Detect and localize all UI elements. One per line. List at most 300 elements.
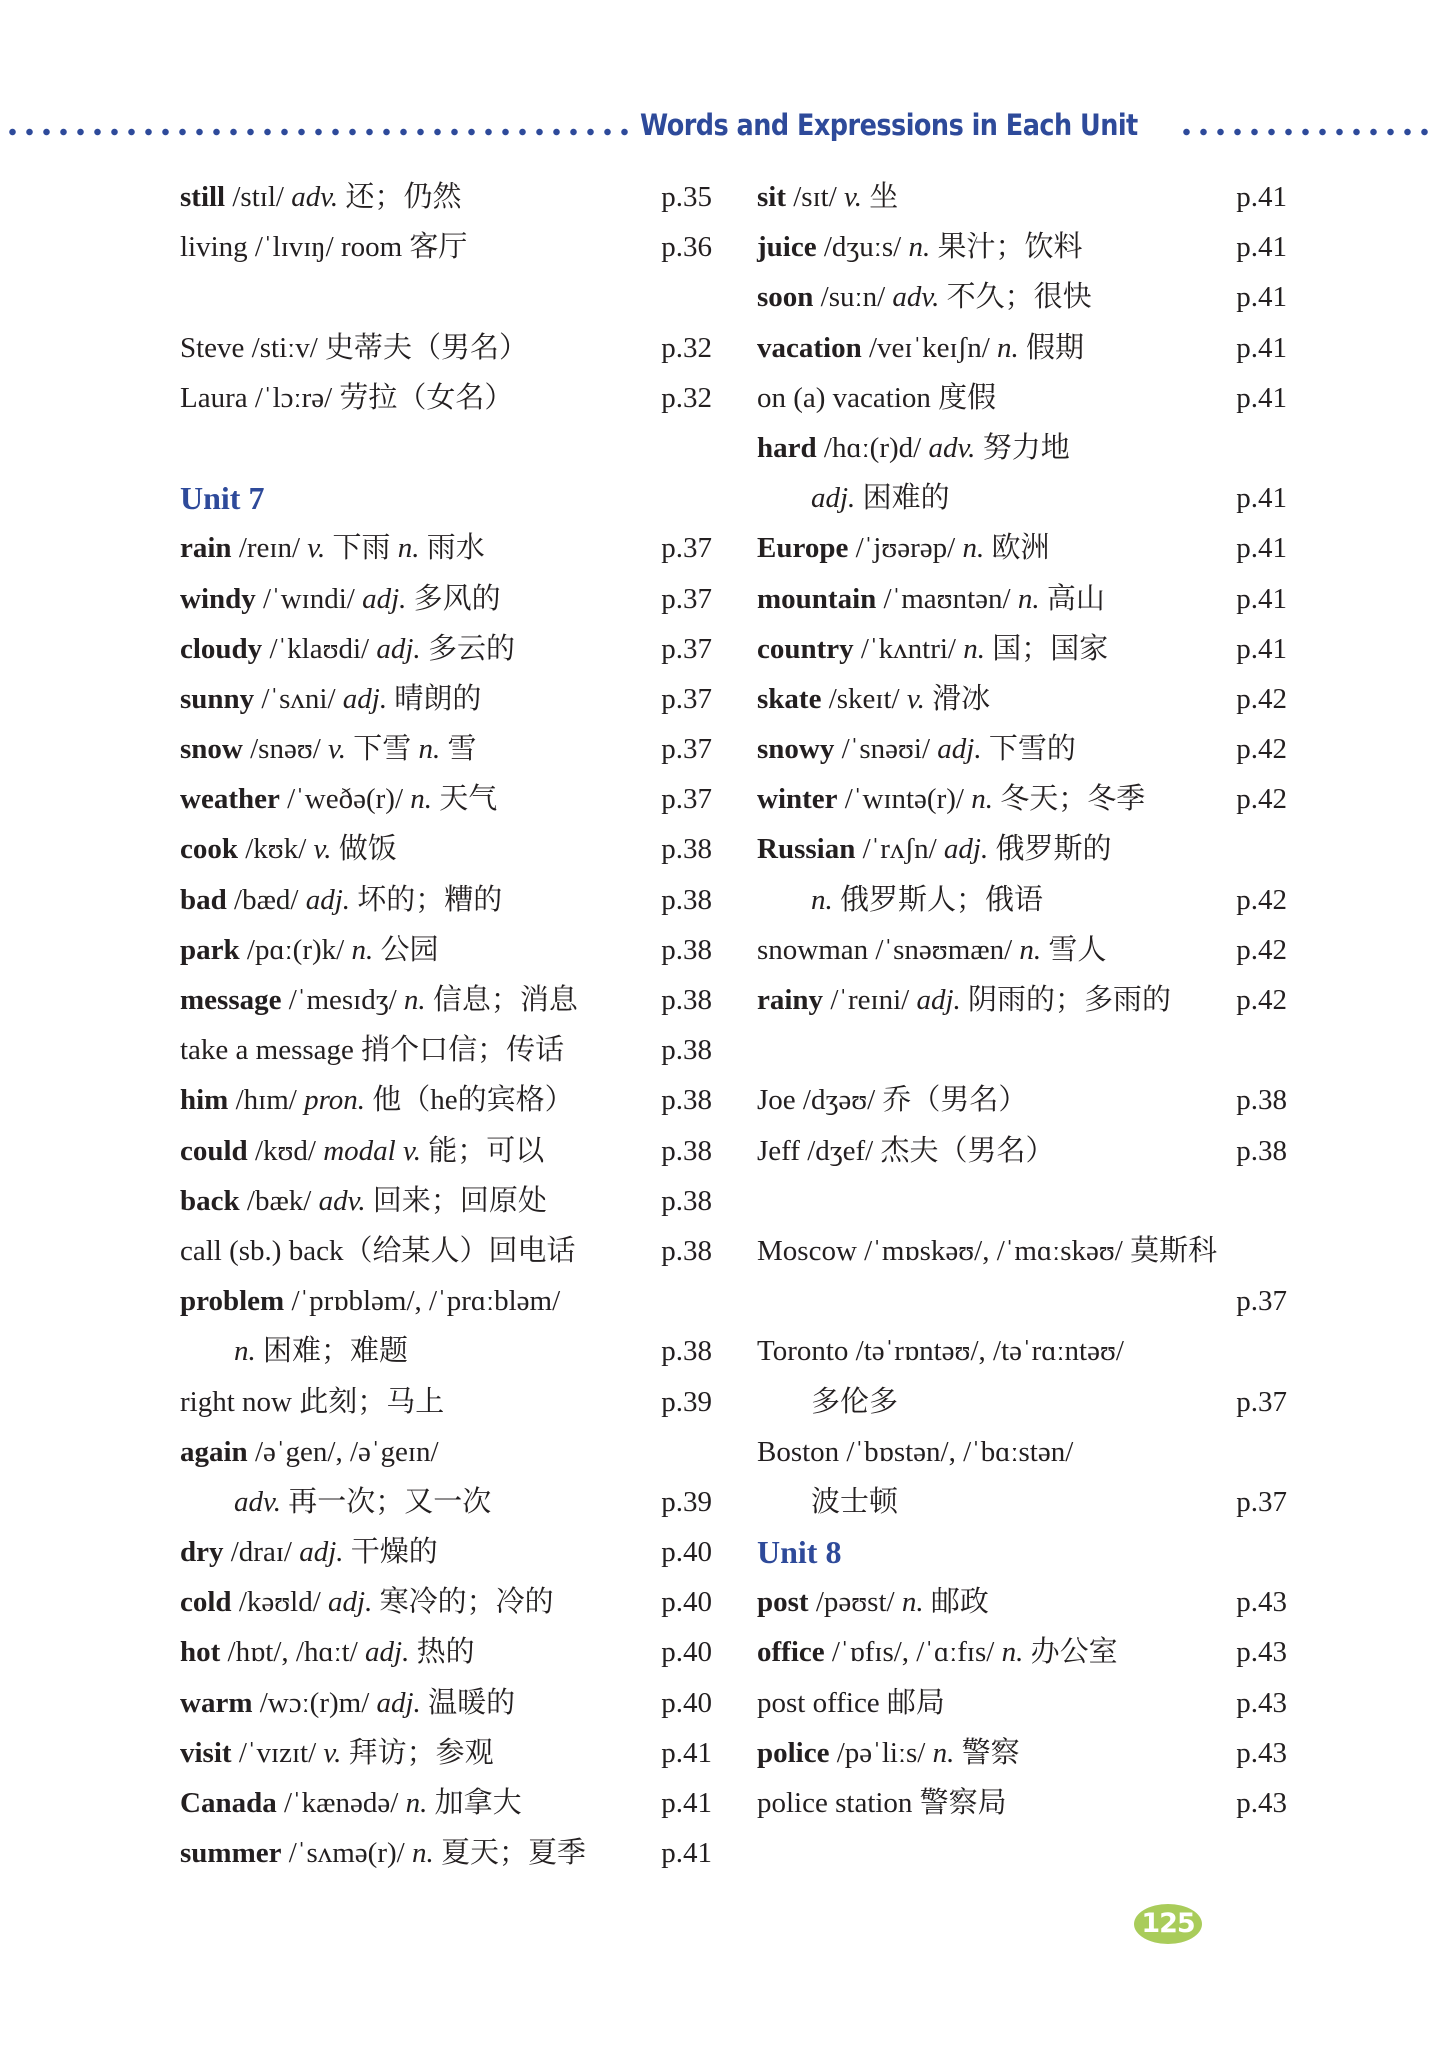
- page-reference: p.37: [1236, 1285, 1287, 1318]
- page-reference: p.43: [1236, 1686, 1287, 1719]
- page-reference: p.39: [661, 1385, 712, 1418]
- headword: warm: [180, 1686, 253, 1719]
- chinese-meaning: 做饭: [331, 833, 397, 866]
- headword: park: [180, 933, 240, 966]
- entry-text: [757, 1326, 1124, 1376]
- vocab-entry: [180, 172, 712, 222]
- phonetic: /suːn/: [813, 281, 893, 314]
- unit-heading: Unit 7: [180, 480, 265, 517]
- vocab-entry: [180, 1377, 712, 1427]
- entry-text: [757, 172, 898, 222]
- headword: Jeff /dʒef/ 杰夫（男名）: [757, 1134, 1055, 1167]
- part-of-speech: v.: [307, 532, 326, 565]
- entry-text: [234, 1326, 408, 1376]
- entry-text: [180, 624, 515, 674]
- part-of-speech: adj.: [328, 1586, 373, 1619]
- page-reference: p.37: [661, 783, 712, 816]
- phonetic: /kʊk/: [238, 833, 314, 866]
- vocab-entry: [180, 1477, 712, 1527]
- part-of-speech: n.: [397, 532, 420, 565]
- entry-text: [757, 1577, 989, 1627]
- entry-text: [180, 1377, 444, 1427]
- chinese-meaning: 他（he的宾格）: [365, 1084, 574, 1117]
- headword: Toronto /təˈrɒntəʊ/, /təˈrɑːntəʊ/: [757, 1335, 1124, 1368]
- entry-text: [757, 1226, 1217, 1276]
- vocab-entry: [180, 1627, 712, 1677]
- vocab-entry: [180, 574, 712, 624]
- page-reference: p.38: [661, 1134, 712, 1167]
- part-of-speech: modal v.: [323, 1134, 421, 1167]
- part-of-speech: adv.: [892, 281, 940, 314]
- headword: rainy: [757, 984, 824, 1016]
- part-of-speech: adv.: [234, 1485, 281, 1518]
- chinese-meaning: 天气: [432, 783, 498, 816]
- part-of-speech: adj.: [943, 833, 989, 866]
- vocab-entry: [757, 1678, 1287, 1728]
- headword: office: [757, 1636, 825, 1669]
- entry-text: [811, 473, 950, 523]
- chinese-meaning: 不久；很快: [939, 281, 1092, 314]
- headword: weather: [180, 783, 280, 816]
- chinese-meaning: 能；可以: [420, 1134, 545, 1167]
- page-reference: p.38: [1236, 1084, 1287, 1117]
- headword: winter: [757, 783, 838, 816]
- headword: still: [180, 181, 226, 213]
- phonetic: /ˈwɪndi/: [255, 582, 363, 615]
- phonetic: /ˈkænədə/: [276, 1787, 406, 1819]
- phonetic: /ˈjʊərəp/: [848, 532, 963, 565]
- phonetic: /hɪm/: [228, 1084, 305, 1117]
- headword: cold: [180, 1586, 232, 1619]
- part-of-speech: n.: [997, 331, 1019, 364]
- phonetic: /wɔː(r)m/: [252, 1686, 377, 1719]
- vocab-entry: [757, 1477, 1287, 1527]
- phonetic: /ˈsʌni/: [254, 682, 343, 715]
- entry-text: [180, 1075, 574, 1125]
- chinese-meaning: 假期: [1018, 331, 1085, 364]
- vocab-entry: [180, 323, 712, 373]
- vocab-entry: [180, 1326, 712, 1376]
- vocab-entry: [180, 523, 712, 573]
- headword: right now 此刻；马上: [180, 1385, 445, 1418]
- headword: could: [180, 1134, 248, 1167]
- vocab-entry: [180, 373, 712, 423]
- page-reference: p.42: [1236, 984, 1287, 1016]
- headword: on (a) vacation 度假: [757, 381, 997, 414]
- entry-text: [180, 1678, 515, 1728]
- chinese-meaning: 还；仍然: [338, 181, 462, 213]
- part-of-speech: n.: [403, 984, 426, 1016]
- page-reference: p.43: [1236, 1636, 1287, 1669]
- chinese-meaning: 高山: [1039, 582, 1105, 615]
- vocab-entry: [180, 1527, 712, 1577]
- part-of-speech: n.: [405, 1787, 428, 1819]
- phonetic: /pɑː(r)k/: [239, 933, 352, 966]
- phonetic: /ˈmaʊntən/: [876, 582, 1018, 615]
- page-reference: p.37: [661, 682, 712, 715]
- vocab-entry: [757, 1577, 1287, 1627]
- left-column: [180, 172, 712, 1878]
- phonetic: /draɪ/: [223, 1536, 300, 1569]
- vocab-entry: [757, 1377, 1287, 1427]
- phonetic: /ˈreɪni/: [823, 984, 917, 1016]
- vocab-entry: [180, 1176, 712, 1226]
- spacer: [757, 1025, 1287, 1075]
- headword: living /ˈlɪvɪŋ/ room 客厅: [180, 231, 468, 264]
- part-of-speech: n.: [351, 933, 374, 966]
- chinese-meaning: 公园: [373, 933, 439, 966]
- headword: Steve /stiːv/ 史蒂夫（男名）: [180, 331, 529, 364]
- vocab-entry: [757, 373, 1287, 423]
- part-of-speech: v.: [323, 1736, 342, 1769]
- headword: rain: [180, 532, 232, 565]
- entry-text: [757, 1126, 1054, 1176]
- entry-text: [180, 1828, 586, 1878]
- page-reference: p.38: [661, 933, 712, 966]
- entry-text: [757, 624, 1108, 674]
- part-of-speech: n.: [418, 733, 441, 766]
- headword: visit: [180, 1736, 232, 1769]
- part-of-speech: n.: [411, 1837, 434, 1870]
- phonetic: /ˈklaʊdi/: [262, 632, 377, 665]
- chinese-meaning: 拜访；参观: [341, 1736, 494, 1769]
- headword: juice: [757, 231, 817, 264]
- page-reference: p.41: [661, 1787, 712, 1819]
- page-reference: p.41: [1236, 181, 1287, 213]
- part-of-speech: adv.: [928, 431, 976, 464]
- entry-text: [180, 1226, 575, 1276]
- entry-text: [757, 323, 1084, 373]
- part-of-speech: adv.: [291, 181, 339, 213]
- part-of-speech: v.: [328, 733, 347, 766]
- spacer: [757, 1176, 1287, 1226]
- vocab-entry: [757, 1126, 1287, 1176]
- chinese-meaning: 雨水: [419, 532, 485, 565]
- chinese-meaning: 温暖的: [420, 1686, 516, 1719]
- spacer: [180, 272, 712, 322]
- phonetic: /bæd/: [226, 883, 306, 916]
- entry-text: [757, 824, 1112, 874]
- phonetic: /pəˈliːs/: [829, 1736, 933, 1769]
- part-of-speech: adv.: [318, 1184, 366, 1217]
- headword: post office 邮局: [757, 1686, 945, 1719]
- vocab-entry: [757, 172, 1287, 222]
- entry-text: [180, 1778, 522, 1828]
- phonetic: /hɑː(r)d/: [816, 431, 929, 464]
- chinese-meaning: 干燥的: [343, 1536, 438, 1569]
- phonetic: /ˈwɪntə(r)/: [837, 783, 972, 816]
- headword: soon: [757, 281, 814, 314]
- headword: mountain: [757, 582, 877, 615]
- chinese-meaning: 夏天；夏季: [433, 1837, 586, 1870]
- vocab-entry: [180, 1276, 712, 1326]
- chinese-meaning: 雪人: [1041, 933, 1107, 966]
- phonetic: /ˈprɒbləm/, /ˈprɑːbləm/: [284, 1285, 561, 1318]
- entry-text: [234, 1477, 491, 1527]
- part-of-speech: v.: [906, 682, 925, 715]
- part-of-speech: n.: [1017, 582, 1040, 615]
- entry-text: [180, 172, 461, 222]
- header-title: Words and Expressions in Each Unit: [640, 108, 1138, 142]
- headword: Russian: [757, 833, 856, 866]
- page-reference: p.43: [1236, 1586, 1287, 1619]
- headword: message: [180, 984, 282, 1016]
- phonetic: /veɪˈkeɪʃn/: [861, 331, 998, 364]
- chinese-meaning: 下雪的: [981, 733, 1076, 766]
- entry-text: [180, 1176, 547, 1226]
- part-of-speech: adj.: [362, 582, 407, 615]
- headword: post: [757, 1586, 809, 1619]
- headword: dry: [180, 1536, 224, 1569]
- vocab-entry: [757, 1226, 1287, 1276]
- page-reference: p.40: [661, 1686, 712, 1719]
- page-reference: p.41: [1236, 482, 1287, 515]
- vocab-entry: [757, 1728, 1287, 1778]
- page-reference: p.42: [1236, 733, 1287, 766]
- vocab-entry: [180, 1075, 712, 1125]
- vocab-entry: [180, 222, 712, 272]
- entry-text: [180, 975, 578, 1025]
- vocab-entry: [757, 724, 1287, 774]
- page-reference: p.43: [1236, 1787, 1287, 1819]
- chinese-meaning: 寒冷的；冷的: [372, 1586, 554, 1619]
- headword: summer: [180, 1837, 282, 1870]
- chinese-meaning: 冬天；冬季: [992, 783, 1146, 816]
- vocab-entry: [757, 222, 1287, 272]
- chinese-meaning: 下雨: [325, 532, 398, 565]
- entry-text: [757, 574, 1105, 624]
- page-reference: p.38: [661, 1335, 712, 1368]
- part-of-speech: v.: [313, 833, 332, 866]
- chinese-meaning: 波士顿: [811, 1485, 899, 1518]
- vocab-entry: [757, 1276, 1287, 1326]
- headword: police: [757, 1736, 830, 1769]
- part-of-speech: adj.: [376, 1686, 421, 1719]
- entry-text: [811, 875, 1043, 925]
- page-number-badge: 125: [1134, 1904, 1202, 1944]
- entry-text: [811, 1377, 898, 1427]
- part-of-speech: adj.: [342, 682, 388, 715]
- entry-text: [757, 975, 1171, 1025]
- chinese-meaning: 警察: [954, 1736, 1020, 1769]
- phonetic: /ˈsʌmə(r)/: [281, 1837, 412, 1870]
- chinese-meaning: 困难的: [855, 482, 950, 515]
- part-of-speech: n.: [932, 1736, 955, 1769]
- vocab-entry: [180, 1828, 712, 1878]
- vocab-entry: [180, 1025, 712, 1075]
- entry-text: [180, 875, 502, 925]
- entry-text: [180, 1728, 494, 1778]
- entry-text: [757, 1627, 1118, 1677]
- headword: Canada: [180, 1787, 277, 1819]
- unit-heading: Unit 8: [757, 1534, 842, 1571]
- chinese-meaning: 阴雨的；多雨的: [960, 984, 1172, 1016]
- phonetic: /kəʊld/: [231, 1586, 329, 1619]
- entry-text: [180, 1527, 438, 1577]
- chinese-meaning: 雪: [440, 733, 477, 766]
- headword: vacation: [757, 331, 862, 364]
- phonetic: /əˈgen/, /əˈgeɪn/: [247, 1435, 439, 1468]
- part-of-speech: adj.: [305, 883, 351, 916]
- vocab-entry: [757, 1627, 1287, 1677]
- headword: windy: [180, 582, 256, 615]
- page-reference: p.37: [661, 632, 712, 665]
- entry-text: [757, 724, 1076, 774]
- headword: hard: [757, 431, 817, 464]
- chinese-meaning: 滑冰: [924, 682, 991, 715]
- chinese-meaning: 多风的: [406, 582, 501, 615]
- page-reference: p.41: [1236, 231, 1287, 264]
- vocab-entry: [757, 1075, 1287, 1125]
- phonetic: /reɪn/: [231, 532, 308, 565]
- page-reference: p.35: [661, 181, 712, 213]
- page-reference: p.41: [1236, 582, 1287, 615]
- vocab-entry: [757, 674, 1287, 724]
- entry-text: [180, 523, 485, 573]
- page-reference: p.43: [1236, 1736, 1287, 1769]
- entry-text: [180, 1276, 560, 1326]
- entry-text: [180, 925, 438, 975]
- headword: take a message 捎个口信；传话: [180, 1034, 565, 1067]
- headword: Laura /ˈlɔːrə/ 劳拉（女名）: [180, 381, 514, 414]
- page-reference: p.41: [1236, 381, 1287, 414]
- chinese-meaning: 热的: [409, 1636, 475, 1669]
- phonetic: /ˈsnəʊi/: [834, 733, 938, 766]
- entry-text: [180, 774, 497, 824]
- headword: hot: [180, 1636, 221, 1669]
- chinese-meaning: 俄罗斯人；俄语: [832, 883, 1044, 916]
- phonetic: /ˈweðə(r)/: [279, 783, 411, 816]
- part-of-speech: n.: [1019, 933, 1042, 966]
- page-reference: p.40: [661, 1536, 712, 1569]
- entry-text: [180, 1126, 544, 1176]
- page-reference: p.32: [661, 381, 712, 414]
- chinese-meaning: 果汁；饮料: [930, 231, 1083, 264]
- entry-text: [757, 925, 1106, 975]
- chinese-meaning: 多云的: [420, 632, 515, 665]
- entry-text: [180, 1025, 564, 1075]
- entry-text: [180, 574, 501, 624]
- headword: call (sb.) back（给某人）回电话: [180, 1234, 576, 1267]
- headword: Boston /ˈbɒstən/, /ˈbɑːstən/: [757, 1435, 1074, 1468]
- part-of-speech: n.: [901, 1586, 924, 1619]
- entry-text: [180, 824, 397, 874]
- entry-text: [757, 523, 1050, 573]
- entry-text: [180, 674, 481, 724]
- page-reference: p.38: [661, 1234, 712, 1267]
- vocab-entry: [180, 875, 712, 925]
- part-of-speech: adj.: [916, 984, 961, 1016]
- vocab-entry: [757, 473, 1287, 523]
- entry-text: [180, 323, 528, 373]
- page-reference: p.41: [1236, 532, 1287, 565]
- part-of-speech: adj.: [376, 632, 421, 665]
- spacer: [180, 423, 712, 473]
- vocab-entry: [180, 1126, 712, 1176]
- entry-text: [811, 1477, 898, 1527]
- vocab-entry: [757, 624, 1287, 674]
- entry-text: [757, 1427, 1073, 1477]
- part-of-speech: n.: [908, 231, 931, 264]
- vocab-entry: [180, 1728, 712, 1778]
- entry-text: [180, 1577, 554, 1627]
- chinese-meaning: 欧洲: [984, 532, 1050, 565]
- chinese-meaning: 回来；回原处: [365, 1184, 547, 1217]
- entry-text: [757, 674, 990, 724]
- page-reference: p.37: [1236, 1485, 1287, 1518]
- part-of-speech: n.: [963, 632, 985, 665]
- vocab-entry: [180, 1226, 712, 1276]
- chinese-meaning: 努力地: [975, 431, 1070, 464]
- headword: police station 警察局: [757, 1787, 1007, 1819]
- page-reference: p.42: [1236, 933, 1287, 966]
- page-reference: p.40: [661, 1636, 712, 1669]
- phonetic: /stɪl/: [225, 181, 292, 213]
- page-reference: p.38: [661, 883, 712, 916]
- page-reference: p.41: [661, 1837, 712, 1870]
- headword: bad: [180, 883, 227, 916]
- page-reference: p.37: [661, 582, 712, 615]
- header-dots-right: [1178, 128, 1434, 136]
- part-of-speech: n.: [234, 1335, 256, 1368]
- entry-text: [757, 774, 1145, 824]
- page-reference: p.39: [661, 1485, 712, 1518]
- entry-text: [757, 423, 1070, 473]
- headword: sit: [757, 181, 786, 213]
- chinese-meaning: 下雪: [346, 733, 419, 766]
- headword: snowy: [757, 733, 835, 766]
- part-of-speech: n.: [811, 883, 833, 916]
- part-of-speech: adj.: [811, 482, 856, 515]
- page-reference: p.40: [661, 1586, 712, 1619]
- vocab-entry: [180, 925, 712, 975]
- part-of-speech: adj.: [365, 1636, 410, 1669]
- page-reference: p.38: [661, 833, 712, 866]
- part-of-speech: pron.: [304, 1084, 366, 1117]
- phonetic: /dʒuːs/: [816, 231, 909, 264]
- chinese-meaning: 多伦多: [811, 1385, 899, 1418]
- phonetic: /snəʊ/: [242, 733, 329, 766]
- headword: skate: [757, 682, 822, 715]
- chinese-meaning: 办公室: [1023, 1636, 1118, 1669]
- page-reference: p.41: [1236, 331, 1287, 364]
- page-reference: p.41: [1236, 281, 1287, 314]
- vocab-entry: [180, 774, 712, 824]
- phonetic: /ˈrʌʃn/: [855, 833, 944, 866]
- headword: Europe: [757, 532, 849, 565]
- entry-text: [180, 724, 477, 774]
- chinese-meaning: 国；国家: [984, 632, 1109, 665]
- headword: Joe /dʒəʊ/ 乔（男名）: [757, 1084, 1028, 1117]
- entry-text: [757, 1728, 1020, 1778]
- page-reference: p.36: [661, 231, 712, 264]
- phonetic: /ˈkʌntri/: [853, 632, 964, 665]
- phonetic: /ˈɒfɪs/, /ˈɑːfɪs/: [824, 1636, 1002, 1669]
- part-of-speech: adj.: [937, 733, 982, 766]
- entry-text: [757, 373, 996, 423]
- vocab-entry: [180, 975, 712, 1025]
- vocab-entry: [757, 1427, 1287, 1477]
- right-column: [757, 172, 1287, 1828]
- vocab-entry: [757, 574, 1287, 624]
- vocab-entry: [757, 824, 1287, 874]
- phonetic: /ˈmesɪdʒ/: [281, 984, 404, 1016]
- page-reference: p.42: [1236, 883, 1287, 916]
- chinese-meaning: 加拿大: [427, 1787, 522, 1819]
- page-reference: p.42: [1236, 682, 1287, 715]
- vocab-entry: [757, 774, 1287, 824]
- page-reference: p.38: [661, 1184, 712, 1217]
